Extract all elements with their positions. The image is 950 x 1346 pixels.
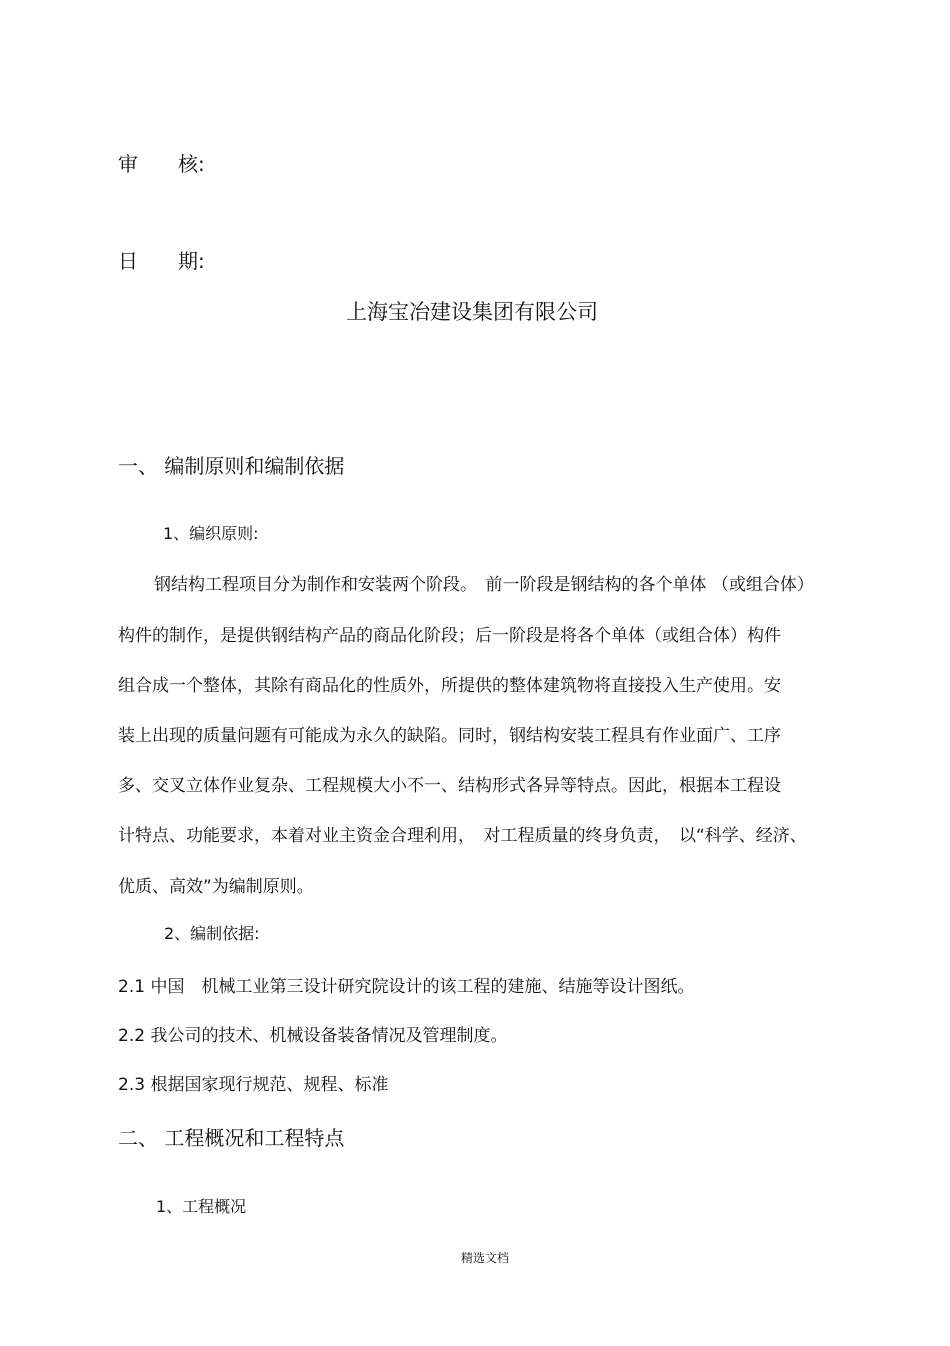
subsection-title-overview: 1、工程概况 [156, 1197, 247, 1216]
basis-item: 2.1 中国 机械工业第三设计研究院设计的该工程的建施、结施等设计图纸。 [118, 977, 695, 997]
paragraph-line: 计特点、功能要求，本着对业主资金合理利用， 对工程质量的终身负责， 以“科学、经济、 [118, 826, 807, 846]
company-name: 上海宝冶建设集团有限公司 [346, 300, 598, 324]
section-heading-1: 一、 编制原则和编制依据 [118, 454, 345, 478]
review-label: 审 核: [118, 152, 205, 176]
basis-item: 2.2 我公司的技术、机械设备装备情况及管理制度。 [118, 1026, 508, 1046]
date-label: 日 期: [118, 249, 205, 273]
paragraph-line: 钢结构工程项目分为制作和安装两个阶段。 前一阶段是钢结构的各个单体 （或组合体） [154, 575, 814, 595]
paragraph-line: 构件的制作，是提供钢结构产品的商品化阶段；后一阶段是将各个单体（或组合体）构件 [118, 626, 781, 646]
paragraph-line: 装上出现的质量问题有可能成为永久的缺陷。同时，钢结构安装工程具有作业面广、工序 [118, 726, 781, 746]
basis-item: 2.3 根据国家现行规范、规程、标准 [118, 1075, 389, 1095]
paragraph-line: 优质、高效”为编制原则。 [118, 877, 314, 897]
section-heading-2: 二、 工程概况和工程特点 [118, 1126, 345, 1150]
paragraph-line: 多、交叉立体作业复杂、工程规模大小不一、结构形式各异等特点。因此，根据本工程设 [118, 776, 781, 796]
subsection-title-basis: 2、编制依据: [164, 924, 260, 943]
paragraph-line: 组合成一个整体，其除有商品化的性质外，所提供的整体建筑物将直接投入生产使用。安 [118, 676, 781, 696]
subsection-title-principles: 1、编织原则: [163, 524, 259, 543]
page-footer: 精选文档 [461, 1251, 510, 1265]
